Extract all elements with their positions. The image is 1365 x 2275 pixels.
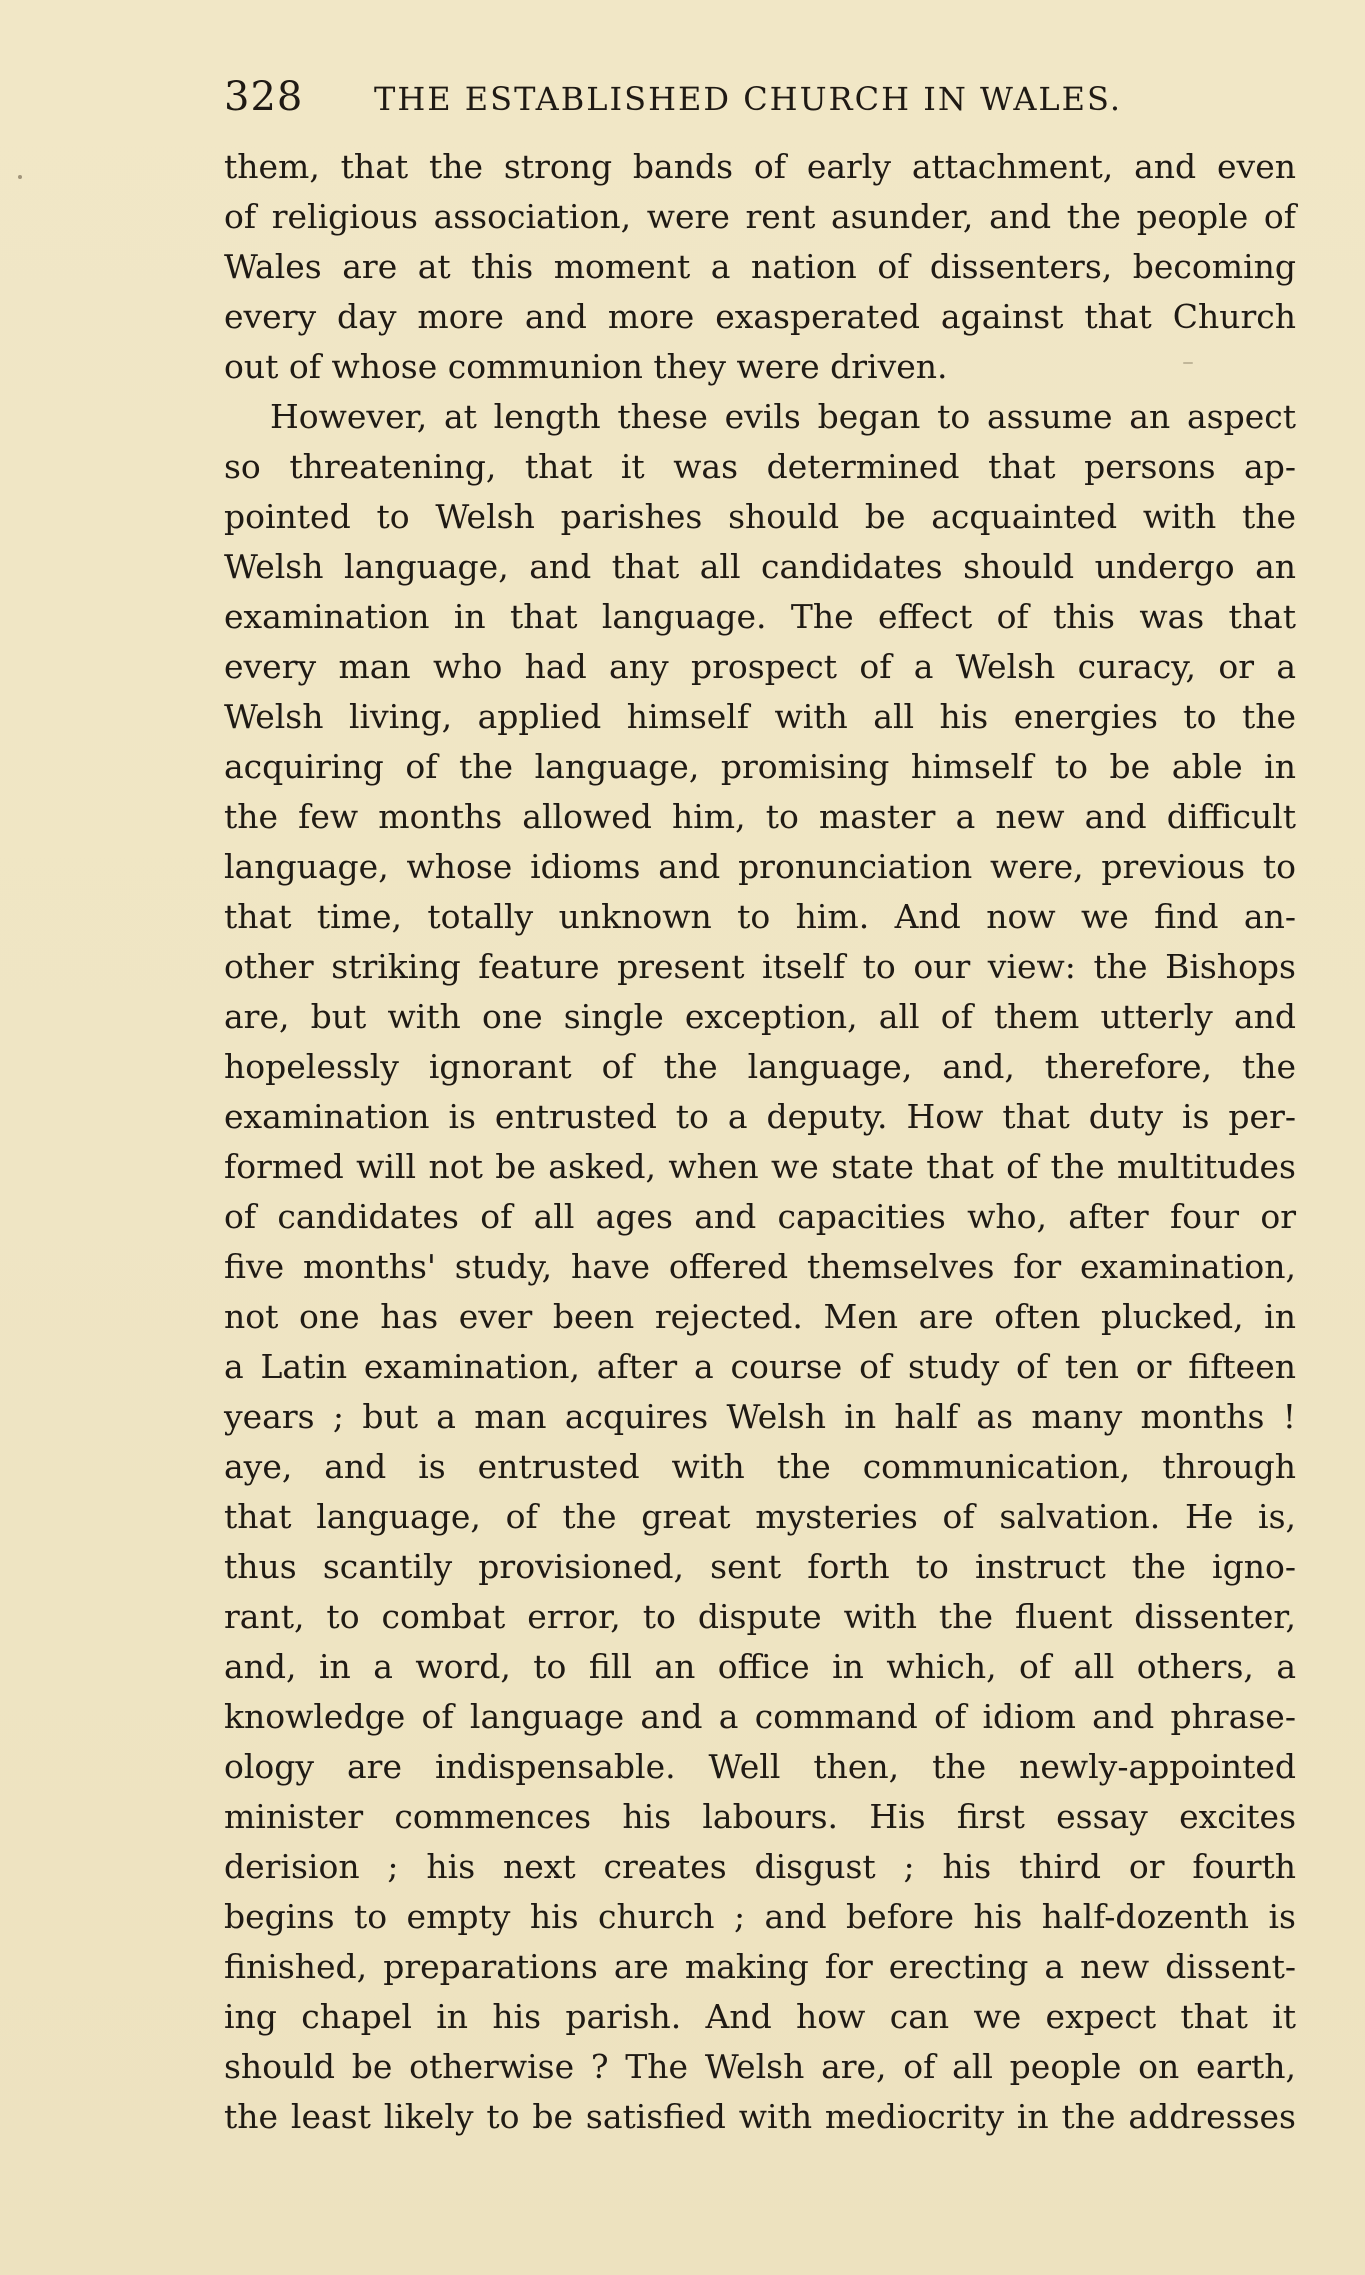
text-line: acquiring of the language, promising himself to be able in	[224, 747, 1296, 786]
text-line: years ; but a man acquires Welsh in half as many months !	[224, 1397, 1296, 1436]
text-line: formed will not be asked, when we state that of the multitudes	[224, 1147, 1296, 1186]
text-line: pointed to Welsh parishes should be acquainted with the	[224, 497, 1296, 536]
text-line: every man who had any prospect of a Welsh curacy, or a	[224, 647, 1296, 686]
running-head	[224, 74, 1184, 128]
text-line: hopelessly ignorant of the language, and, therefore, the	[224, 1047, 1296, 1086]
body-text	[224, 142, 1296, 2142]
paragraph-1	[224, 142, 1296, 392]
text-line: finished, preparations are making for erecting a new dissent-	[224, 1947, 1296, 1986]
text-line: aye, and is entrusted with the communication, through	[224, 1447, 1296, 1486]
text-line: thus scantily provisioned, sent forth to instruct the igno-	[224, 1547, 1296, 1586]
text-line: so threatening, that it was determined that persons ap-	[224, 447, 1296, 486]
text-line: ology are indispensable. Well then, the newly-appointed	[224, 1747, 1296, 1786]
text-line: the few months allowed him, to master a new and difficult	[224, 797, 1296, 836]
text-line: every day more and more exasperated against that Church	[224, 297, 1296, 336]
text-line: language, whose idioms and pronunciation were, previous to	[224, 847, 1296, 886]
text-line: Welsh language, and that all candidates should undergo an	[224, 547, 1296, 586]
text-line: should be otherwise ? The Welsh are, of all people on earth,	[224, 2047, 1296, 2086]
text-line: not one has ever been rejected. Men are often plucked, in	[224, 1297, 1296, 1336]
text-line: them, that the strong bands of early attachment, and even	[224, 147, 1296, 186]
text-line: Wales are at this moment a nation of dissenters, becoming	[224, 247, 1296, 286]
text-line: Welsh living, applied himself with all his energies to the	[224, 697, 1296, 736]
paper-speck	[18, 175, 22, 179]
text-line: derision ; his next creates disgust ; his third or fourth	[224, 1847, 1296, 1886]
text-line: a Latin examination, after a course of study of ten or fifteen	[224, 1347, 1296, 1386]
paragraph-2	[224, 392, 1296, 2142]
text-line: However, at length these evils began to assume an aspect	[270, 397, 1296, 436]
text-line: that language, of the great mysteries of salvation. He is,	[224, 1497, 1296, 1536]
text-line: examination in that language. The effect of this was that	[224, 597, 1296, 636]
text-line: ing chapel in his parish. And how can we expect that it	[224, 1997, 1296, 2036]
text-line: and, in a word, to fill an office in which, of all others, a	[224, 1647, 1296, 1686]
text-line: examination is entrusted to a deputy. How that duty is per-	[224, 1097, 1296, 1136]
running-title: THE ESTABLISHED CHURCH IN WALES.	[374, 80, 1122, 118]
text-line: other striking feature present itself to our view: the Bishops	[224, 947, 1296, 986]
text-line: begins to empty his church ; and before his half-dozenth is	[224, 1897, 1296, 1936]
text-line: five months' study, have offered themselves for examination,	[224, 1247, 1296, 1286]
text-line: that time, totally unknown to him. And now we find an-	[224, 897, 1296, 936]
text-line: out of whose communion they were driven.	[224, 347, 948, 386]
text-line: knowledge of language and a command of idiom and phrase-	[224, 1697, 1296, 1736]
text-line: minister commences his labours. His first essay excites	[224, 1797, 1296, 1836]
page-number: 328	[224, 74, 304, 120]
text-line: rant, to combat error, to dispute with the fluent dissenter,	[224, 1597, 1296, 1636]
text-line: are, but with one single exception, all of them utterly and	[224, 997, 1296, 1036]
text-line: the least likely to be satisfied with mediocrity in the addresses	[224, 2097, 1296, 2136]
text-line: of religious association, were rent asunder, and the people of	[224, 197, 1296, 236]
text-line: of candidates of all ages and capacities who, after four or	[224, 1197, 1296, 1236]
